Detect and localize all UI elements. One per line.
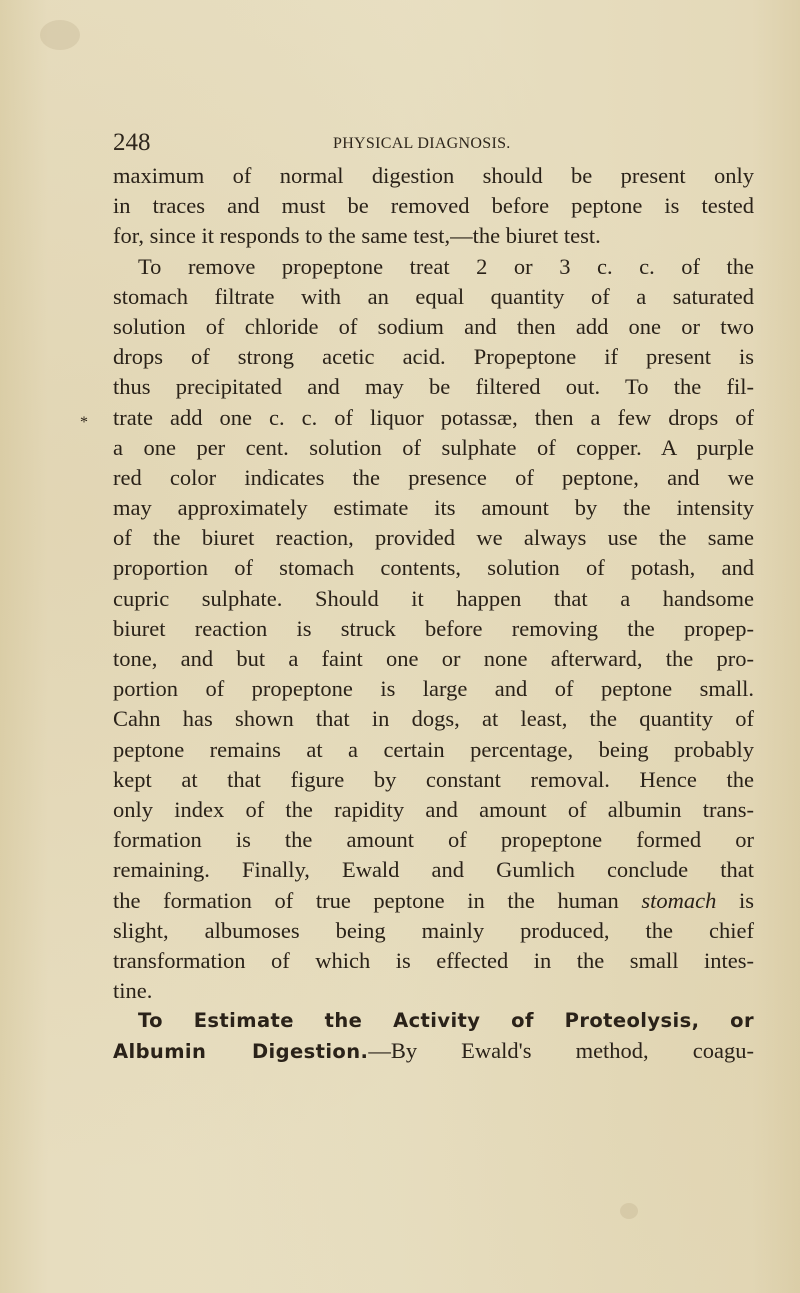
text-line: Cahn has shown that in dogs, at least, the quantity of (113, 706, 754, 732)
text-line: formation is the amount of propeptone formed or (113, 827, 754, 853)
section-heading-continuation (113, 1036, 754, 1066)
text-line: solution of chloride of sodium and then add one or two (113, 313, 754, 339)
text-line: trate add one c. c. of liquor potassæ, then a few drops of (113, 404, 754, 430)
text-line-with-italic (113, 886, 754, 916)
text-line: slight, albumoses being mainly produced, the chief (113, 917, 754, 943)
text-line: maximum of normal digestion should be present only (113, 163, 754, 188)
text-line: portion of propeptone is large and of peptone small. (113, 676, 754, 702)
text-line: peptone remains at a certain percentage, being probably (113, 736, 754, 762)
section-heading-bold: Albumin Digestion. (113, 1040, 369, 1064)
text-line: only index of the rapidity and amount of albumin trans- (113, 796, 754, 822)
text-line: for, since it responds to the same test,—the biuret test. (113, 223, 601, 249)
text-line: of the biuret reaction, provided we always use the same (113, 525, 754, 551)
text-line: biuret reaction is struck before removing the propep- (113, 615, 754, 641)
page-number: 248 (113, 129, 151, 156)
text-line: To remove propeptone treat 2 or 3 c. c. of the (138, 253, 754, 279)
text-line: thus precipitated and may be filtered out. To the fil- (113, 374, 754, 400)
marginal-asterisk: * (80, 414, 88, 431)
text-line: tine. (113, 978, 153, 1004)
paper-stain (40, 20, 80, 50)
section-heading: To Estimate the Activity of Proteolysis, or (138, 1009, 754, 1033)
running-title: PHYSICAL DIAGNOSIS. (333, 135, 511, 152)
text-line: red color indicates the presence of peptone, and we (113, 464, 754, 490)
text-line: transformation of which is effected in the small intes- (113, 947, 754, 973)
text-line: stomach filtrate with an equal quantity of a saturated (113, 283, 754, 309)
text-line: a one per cent. solution of sulphate of copper. A purple (113, 434, 754, 460)
text-segment: the formation of true peptone in the human (113, 887, 619, 913)
italic-word: stomach (641, 887, 717, 913)
text-line: tone, and but a faint one or none afterward, the pro- (113, 646, 754, 671)
text-line: in traces and must be removed before peptone is tested (113, 193, 754, 219)
text-line: remaining. Finally, Ewald and Gumlich conclude that (113, 857, 754, 883)
text-segment: is (739, 887, 755, 913)
text-segment: —By Ewald's method, coagu- (368, 1038, 754, 1064)
paper-stain (620, 1203, 638, 1219)
text-line: kept at that figure by constant removal. Hence the (113, 766, 754, 792)
running-head (113, 128, 753, 158)
text-line: drops of strong acetic acid. Propeptone if present is (113, 344, 754, 370)
text-line: proportion of stomach contents, solution of potash, and (113, 555, 754, 581)
body-text (113, 161, 754, 1067)
text-line: may approximately estimate its amount by the intensity (113, 495, 754, 521)
text-line: cupric sulphate. Should it happen that a handsome (113, 585, 754, 611)
